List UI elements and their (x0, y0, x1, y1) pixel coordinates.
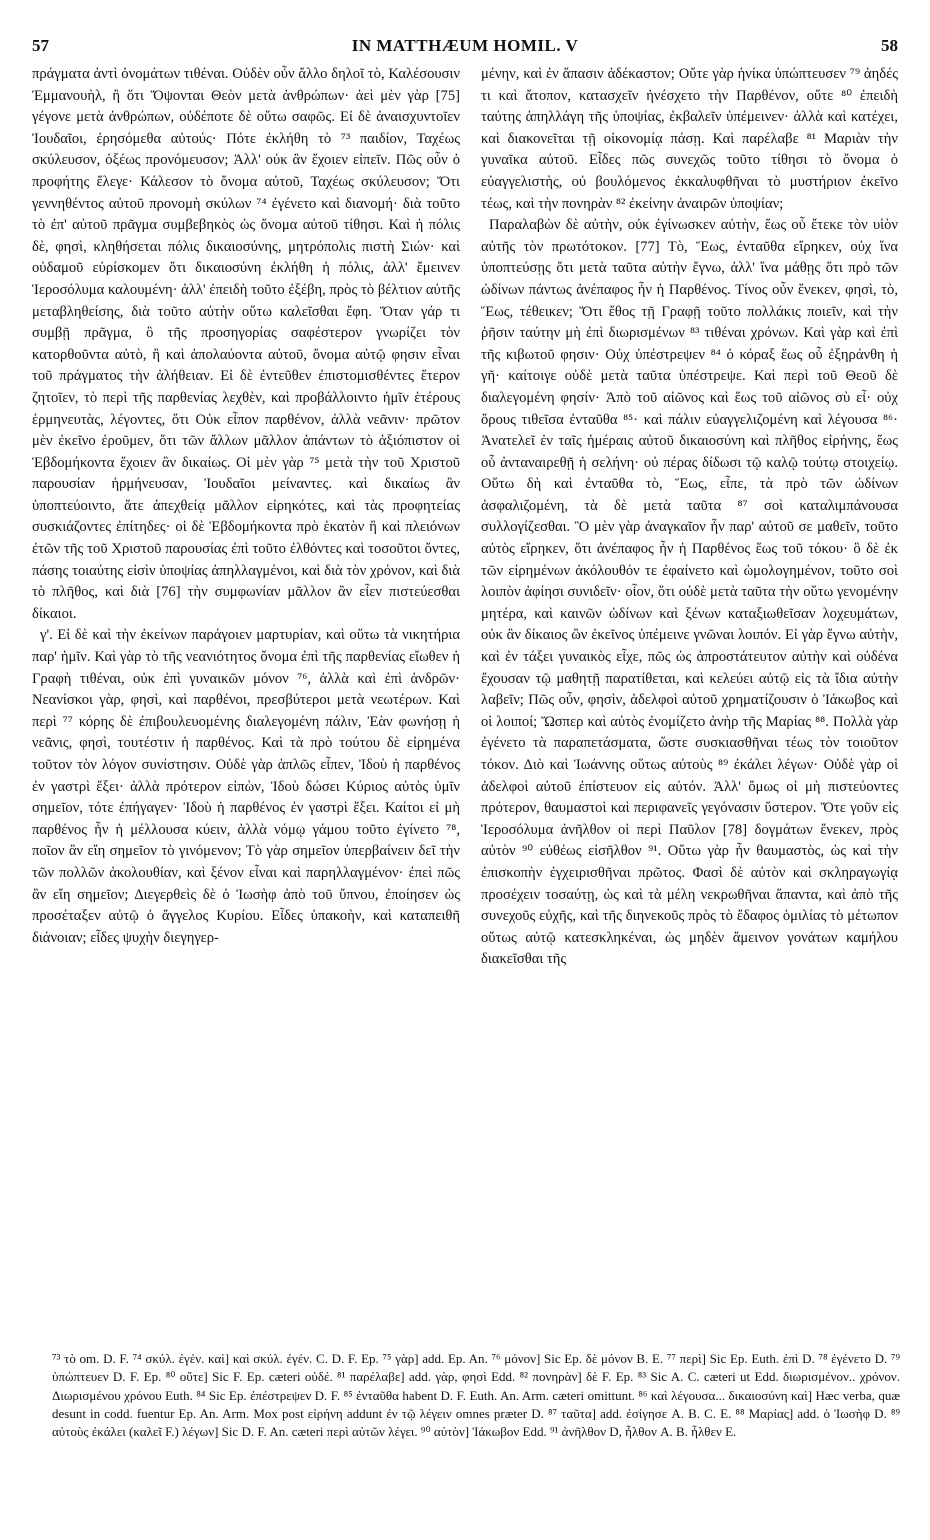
right-paragraph-2: Παραλαβὼν δὲ αὐτὴν, οὐκ ἐγίνωσκεν αὐτὴν, ἕως οὗ ἔτεκε τὸν υἱὸν αὐτῆς τὸν πρωτότοκον. [77] Τὸ, Ἕως, ἐνταῦθα εἴρηκεν, οὐχ ἵνα ὑποπτεύσῃς ὅτι μετὰ ταῦτα αὐτὴν ἔγνω, ἀλλ' ἵνα μάθῃς ὅτι πρὸ τῶν ὠδίνων πάντως ἀνέπαφος ἦν ἡ Παρθένος. Τίνος οὖν ἕνεκεν, φησὶ, τὸ, Ἕως, τέθεικεν; Ὅτι ἔθος τῇ Γραφῇ τοῦτο πολλάκις ποιεῖν, καὶ τὴν ῥῆσιν ταύτην μὴ ἐπὶ διωρισμένων ⁸³ τιθέναι χρόνων. Καὶ γὰρ καὶ ἐπὶ τῆς κιβωτοῦ φησιν· Οὐχ ὑπέστρεψεν ⁸⁴ ὁ κόραξ ἕως οὗ ἐξηράνθη ἡ γῆ· καίτοιγε οὐδὲ μετὰ ταῦτα ὑπέστρεψε. Καὶ περὶ τοῦ Θεοῦ δὲ διαλεγομένη φησίν· Ἀπὸ τοῦ αἰῶνος καὶ ἕως τοῦ αἰῶνος σὺ εἶ· οὐχ ὅρους τιθεῖσα ἐνταῦθα ⁸⁵· καὶ πάλιν εὐαγγελιζομένη καὶ λέγουσα ⁸⁶· Ἀνατελεῖ ἐν ταῖς ἡμέραις αὐτοῦ δικαιοσύνη καὶ πλῆθος εἰρήνης, ἕως οὗ ἀνταναιρεθῇ ἡ σελήνη· οὐ πέρας δίδωσι τῷ καλῷ τούτῳ στοιχείῳ. Οὕτω δὴ καὶ ἐνταῦθα τὸ, Ἕως, εἶπε, τὰ πρὸ τῶν ὠδίνων ἀσφαλιζομένη, τὰ δὲ μετὰ ταῦτα ⁸⁷ σοὶ καταλιμπάνουσα συλλογίζεσθαι. Ὃ μὲν γὰρ ἀναγκαῖον ἦν παρ' αὐτοῦ σε μαθεῖν, τοῦτο αὐτὸς εἴρηκεν, ὅτι ἀνέπαφος ἦν ἡ Παρθένος ἕως τοῦ τόκου· ὃ δὲ ἐκ τῶν εἰρημένων ἀκόλουθόν τε ἐφαίνετο καὶ ὡμολογημένον, τοῦτο σοὶ λοιπὸν ἀφίησι συνιδεῖν· οἷον, ὅτι οὐδὲ μετὰ ταῦτα τὴν οὕτω γενομένην μητέρα, καὶ καινῶν ὠδίνων καὶ ξένων καταξιωθεῖσαν λοχευμάτων, οὐκ ἂν δίκαιος ὢν ἐκεῖνος ὑπέμεινε γνῶναι λοιπόν. Εἰ γὰρ ἔγνω αὐτὴν, καὶ ἐν τάξει γυναικὸς εἶχε, πῶς ὡς ἀπροστάτευτον αὐτὴν καὶ οὐδένα ἔχουσαν τῷ μαθητῇ παρατίθεται, καὶ κελεύει αὐτῷ εἰς τὰ ἴδια αὐτὴν λαβεῖν; Πῶς οὖν, φησὶν, ἀδελφοὶ αὐτοῦ χρηματίζουσιν ὁ Ἰάκωβος καὶ οἱ λοιποί; Ὥσπερ καὶ αὐτὸς ἐνομίζετο ἀνὴρ τῆς Μαρίας ⁸⁸. Πολλὰ γὰρ ἐγένετο τὰ παραπετάσματα, ὥστε συσκιασθῆναι τέως τὸν τοιοῦτον τόκον. Διὸ καὶ Ἰωάννης οὕτως αὐτοὺς ⁸⁹ ἐκάλει λέγων· Οὐδὲ γὰρ οἱ ἀδελφοὶ αὐτοῦ ἐπίστευον εἰς αὐτόν. Ἀλλ' ὅμως οἱ μὴ πιστεύοντες πρότερον, θαυμαστοὶ καὶ περιφανεῖς γεγόνασιν ὕστερον. Ὅτε γοῦν εἰς Ἱεροσόλυμα ἀνῆλθον οἱ περὶ Παῦλον [78] δογμάτων ἕνεκεν, πρὸς αὐτὸν ⁹⁰ εὐθέως εἰσῆλθον ⁹¹. Οὕτω γὰρ ἦν θαυμαστὸς, ὡς καὶ τὴν ἐπισκοπὴν ἐγχειρισθῆναι πρῶτος. Φασὶ δὲ αὐτὸν καὶ σκληραγωγίᾳ προσέχειν τοσαύτῃ, ὡς καὶ τὰ μέλη νεκρωθῆναι ἅπαντα, καὶ ἀπὸ τῆς συνεχοῦς εὐχῆς, καὶ τῆς διηνεκοῦς πρὸς τὸ ἔδαφος ὁμιλίας τὸ μέτωπον οὕτως αὐτῷ κατεσκληκέναι, ὡς μηδὲν ἄμεινον γονάτων καμήλου διακεῖσθαι τῆς (481, 217, 898, 968)
right-paragraph-1: μένην, καὶ ἐν ἅπασιν ἀδέκαστον; Οὔτε γὰρ ἡνίκα ὑπώπτευσεν ⁷⁹ ἀηδές τι καὶ ἄτοπον, κατασχεῖν ἠνέσχετο τὴν Παρθένον, οὔτε ⁸⁰ ἐπειδὴ ταύτης ἀπηλλάγη τῆς ὑποψίας, ἐκβαλεῖν ὑπέμεινεν· ἀλλὰ καὶ κατέχει, καὶ διακονεῖται τῇ οἰκονομίᾳ πάσῃ. Καὶ παρέλαβε ⁸¹ Μαριὰν τὴν γυναῖκα αὐτοῦ. Εἶδες πῶς συνεχῶς τοῦτο τίθησι τὸ ὄνομα ὁ εὐαγγελιστὴς, οὐ βουλόμενος ἐκκαλυφθῆναι τὸ μυστήριον ἐκεῖνο τέως, καὶ τὴν πονηρὰν ⁸² ἐκείνην ἀναιρῶν ὑποψίαν; (481, 66, 898, 212)
right-column (481, 64, 898, 971)
running-title: IN MATTHÆUM HOMIL. V (351, 36, 579, 55)
running-header (32, 36, 898, 58)
footnotes: ⁷³ τὸ om. D. F. ⁷⁴ σκύλ. ἐγέν. καὶ] καὶ σκύλ. ἐγέν. C. D. F. Ep. ⁷⁵ γὰρ] add. Ep. An. ⁷⁶ μόνον] Sic Ep. δὲ μόνον B. E. ⁷⁷ περὶ] Sic Ep. Euth. ἐπὶ D. ⁷⁸ ἐγένετο D. ⁷⁹ ὑπώπτευεν D. F. Ep. ⁸⁰ οὔτε] Sic F. Ep. cæteri οὐδέ. ⁸¹ παρέλαβε] add. γὰρ, φησὶ Edd. ⁸² πονηρὰν] δὲ F. Ep. ⁸³ Sic A. C. cæteri ut Edd. διωρισμένον.. χρόνον. Διωρισμένου χρόνου Euth. ⁸⁴ Sic Ep. ἐπέστρεψεν D. F. ⁸⁵ ἐνταῦθα habent D. F. Euth. An. Arm. cæteri omittunt. ⁸⁶ καὶ λέγουσα... δικαιοσύνη καὶ] Hæc verba, quæ desunt in codd. fuentur Ep. An. Arm. Mox post εἰρήνη addunt ἐν τῷ λέγειν omnes præter D. ⁸⁷ ταῦτα] add. ἐσίγησε A. B. C. E. ⁸⁸ Μαρίας] add. ὁ Ἰωσὴφ D. ⁸⁹ αὐτοὺς ἐκάλει (καλεῖ F.) λέγων] Sic D. F. An. cæteri περὶ αὐτῶν λέγει. ⁹⁰ αὐτὸν] Ἰάκωβον Edd. ⁹¹ ἀνῆλθον D, ἦλθον A. B. ἦλθεν E. (52, 1351, 900, 1440)
page-number-right: 58 (881, 36, 898, 55)
left-column (32, 64, 460, 949)
page-number-left: 57 (32, 36, 49, 55)
left-paragraph-1: πράγματα ἀντὶ ὀνομάτων τιθέναι. Οὐδὲν οὖν ἄλλο δηλοῖ τὸ, Καλέσουσιν Ἐμμανουὴλ, ἢ ὅτι Ὄψονται Θεὸν μετὰ ἀνθρώπων· ἀεὶ μὲν γὰρ [75] γέγονε μετὰ ἀνθρώπων, οὐδέποτε δὲ οὕτω σαφῶς. Εἰ δὲ ἀναισχυντοῖεν Ἰουδαῖοι, ἐρησόμεθα αὐτούς· Πότε ἐκλήθη τὸ ⁷³ παιδίον, Ταχέως σκύλευσον, ὀξέως προνόμευσον; Ἀλλ' οὐκ ἂν ἔχοιεν εἰπεῖν. Πῶς οὖν ὁ προφήτης ἔλεγε· Κάλεσον τὸ ὄνομα αὐτοῦ, Ταχέως σκύλευσον; Ὅτι γεννηθέντος αὐτοῦ προνομὴ σκύλων ⁷⁴ ἐγένετο καὶ διανομή· διὰ τοῦτο τὸ ἐπ' αὐτοῦ πρᾶγμα συμβεβηκὸς ὡς ὄνομα αὐτοῦ τίθησι. Καὶ ἡ πόλις δὲ, φησὶ, κληθήσεται πόλις δικαιοσύνης, μητρόπολις πιστὴ Σιών· καὶ οὐδαμοῦ εὑρίσκομεν ὅτι δικαιοσύνη ἐκλήθη ἡ πόλις, ἀλλ' ἔμεινεν Ἱεροσόλυμα καλουμένη· ἀλλ' ἐπειδὴ τοῦτο ἐξέβη, πρὸς τὸ βέλτιον αὐτῆς μεταβληθείσης, διὰ τοῦτο αὐτὴν οὕτω καλεῖσθαι ἔφη. Ὅταν γάρ τι συμβῇ πρᾶγμα, ὃ τῆς προσηγορίας σαφέστερον γνωρίζει τὸν κατορθοῦντα αὐτὸ, ἢ καὶ ἀπολαύοντα αὐτοῦ, ὄνομα αὐτῷ φησιν εἶναι τοῦ πράγματος τὴν ἀλήθειαν. Εἰ δὲ ἐντεῦθεν ἐπιστομισθέντες ἕτερον ζητοῖεν, τὸ περὶ τῆς παρθενίας λεχθὲν, καὶ προβάλλοιντο ἡμῖν ἑτέρους ἑρμηνευτὰς, λέγοντες, ὅτι Οὐκ εἶπον παρθένον, ἀλλὰ νεᾶνιν· πρῶτον μὲν ἐκεῖνο ἐροῦμεν, ὅτι τῶν ἄλλων μᾶλλον ἁπάντων τὸ ἀξιόπιστον οἱ Ἑβδομήκοντα ἔχοιεν ἂν δικαίως. Οἱ μὲν γὰρ ⁷⁵ μετὰ τὴν τοῦ Χριστοῦ παρουσίαν ἡρμήνευσαν, Ἰουδαῖοι μείναντες. καὶ δικαίως ἂν ὑποπτεύοιντο, ἅτε ἀπεχθείᾳ μᾶλλον εἰρηκότες, καὶ τὰς προφητείας συσκιάζοντες ἐπίτηδες· οἱ δὲ Ἑβδομήκοντα πρὸ ἑκατὸν ἢ καὶ πλειόνων ἐτῶν τῆς τοῦ Χριστοῦ παρουσίας ἐπὶ τοῦτο ἐλθόντες καὶ τοσοῦτοι ὄντες, πάσης τοιαύτης εἰσὶν ὑποψίας ἀπηλλαγμένοι, καὶ διὰ τὸν χρόνον, καὶ διὰ τὸ πλῆθος, καὶ διὰ [76] τὴν συμφωνίαν μᾶλλον ἂν εἶεν πιστεύεσθαι δίκαιοι. (32, 66, 460, 622)
left-paragraph-2: γ'. Εἰ δὲ καὶ τὴν ἐκείνων παράγοιεν μαρτυρίαν, καὶ οὕτω τὰ νικητήρια παρ' ἡμῖν. Καὶ γὰρ τὸ τῆς νεανιότητος ὄνομα ἐπὶ τῆς παρθενίας εἴωθεν ἡ Γραφὴ τιθέναι, οὐκ ἐπὶ γυναικῶν μόνον ⁷⁶, ἀλλὰ καὶ ἐπὶ ἀνδρῶν· Νεανίσκοι γὰρ, φησὶ, καὶ παρθένοι, πρεσβύτεροι μετὰ νεωτέρων. Καὶ περὶ ⁷⁷ κόρης δὲ ἐπιβουλευομένης διαλεγομένη πάλιν, Ἐὰν φωνήσῃ ἡ νεᾶνις, φησὶ, τουτέστιν ἡ παρθένος. Καὶ τὰ πρὸ τούτου δὲ εἰρημένα τοῦτον τὸν λόγον συνίστησιν. Οὐδὲ γὰρ ἁπλῶς εἶπεν, Ἰδοὺ ἡ παρθένος ἐν γαστρὶ ἕξει· ἀλλὰ πρότερον εἰπὼν, Ἰδοὺ δώσει Κύριος αὐτὸς ὑμῖν σημεῖον, τότε ἐπήγαγεν· Ἰδοὺ ἡ παρθένος ἐν γαστρὶ ἕξει. Καίτοι εἰ μὴ παρθένος ἦν ἡ μέλλουσα κύειν, ἀλλὰ νόμῳ γάμου τοῦτο ἐγίνετο ⁷⁸, ποῖον ἂν εἴη σημεῖον τὸ γινόμενον; Τὸ γὰρ σημεῖον ὑπερβαίνειν δεῖ τὴν τῶν πολλῶν ἀκολουθίαν, καὶ ξένον εἶναι καὶ παρηλλαγμένον· ἐπεὶ πῶς ἂν εἴη σημεῖον; Διεγερθεὶς δὲ ὁ Ἰωσὴφ ἀπὸ τοῦ ὕπνου, ἐποίησεν ὡς προσέταξεν αὐτῷ ὁ ἄγγελος Κυρίου. Εἶδες ὑπακοὴν, καὶ καταπειθῆ διάνοιαν; εἶδες ψυχὴν διεγηγερ- (32, 627, 460, 946)
